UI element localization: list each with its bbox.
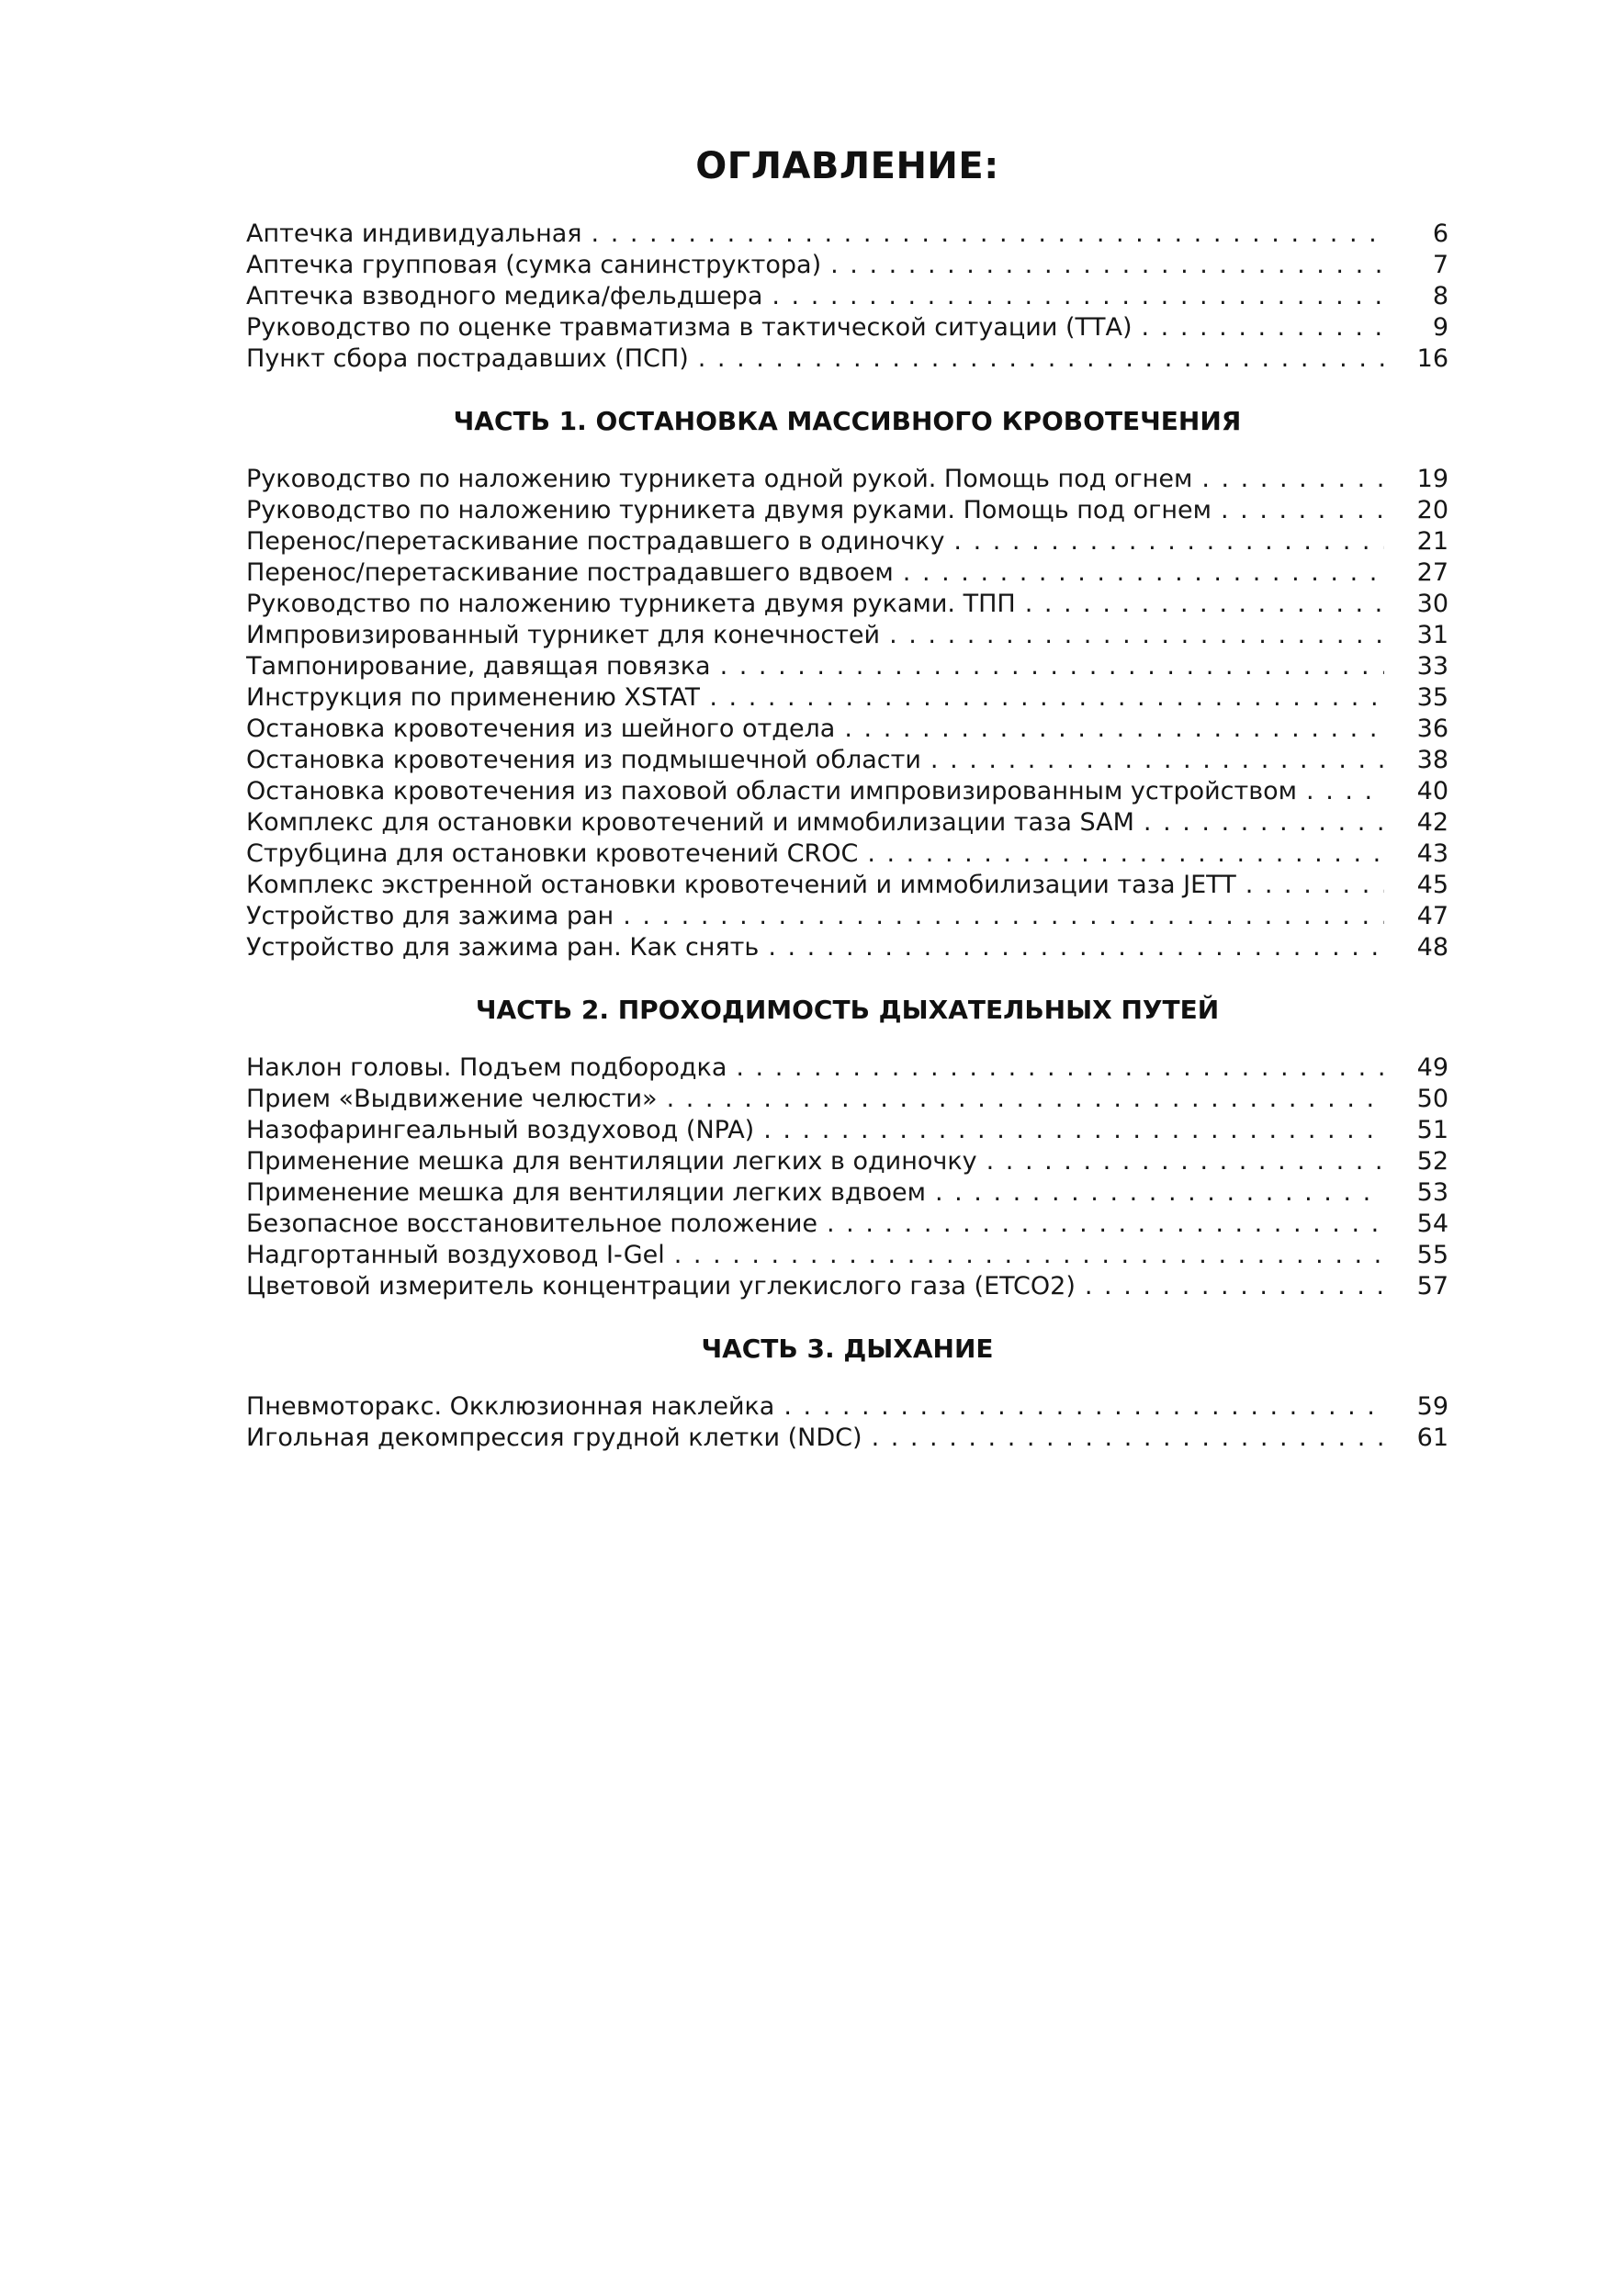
dot-leader: [1025, 589, 1384, 620]
toc-entry-page: 50: [1416, 1085, 1448, 1113]
dot-leader: [953, 526, 1384, 557]
toc-entry-title: Руководство по наложению турникета одной рукой. Помощь под огнем: [246, 465, 1193, 493]
toc-entry-title: Руководство по оценке травматизма в тактической ситуации (ТТА): [246, 313, 1133, 342]
toc-entry: [246, 714, 1448, 745]
toc-entry-title: Аптечка взводного медика/фельдшера: [246, 282, 763, 310]
toc-entry-title: Тампонирование, давящая повязка: [246, 652, 711, 681]
toc-entry-title: Комплекс экстренной остановки кровотечений и иммобилизации таза JETT: [246, 871, 1236, 899]
toc-entry: [246, 281, 1448, 312]
dot-leader: [720, 651, 1384, 682]
toc-entry-page: 52: [1416, 1147, 1448, 1176]
toc-entry-page: 61: [1416, 1424, 1448, 1452]
toc-entry-title: Остановка кровотечения из паховой области импровизированным устройством: [246, 777, 1298, 805]
dot-leader: [1201, 464, 1384, 495]
dot-leader: [844, 714, 1384, 745]
toc-entry-page: 47: [1416, 902, 1448, 930]
toc-entry-page: 27: [1416, 558, 1448, 587]
page-title: ОГЛАВЛЕНИЕ:: [695, 145, 999, 187]
toc-entry-title: Безопасное восстановительное положение: [246, 1210, 818, 1238]
toc-entry: [246, 526, 1448, 557]
toc-entry: [246, 1115, 1448, 1146]
toc-entry-page: 53: [1416, 1178, 1448, 1207]
toc-entry-title: Остановка кровотечения из подмышечной области: [246, 746, 921, 774]
toc-section-part3: [246, 1334, 1448, 1454]
toc-entry: [246, 1052, 1448, 1084]
toc-entry: [246, 557, 1448, 589]
dot-leader: [772, 281, 1384, 312]
toc-entry-page: 57: [1416, 1272, 1448, 1300]
toc-entry-title: Руководство по наложению турникета двумя руками. Помощь под огнем: [246, 496, 1212, 524]
toc-entry-page: 8: [1432, 282, 1448, 310]
dot-leader: [872, 1423, 1384, 1454]
toc-entry: [246, 932, 1448, 963]
dot-leader: [889, 620, 1384, 651]
toc-entry: [246, 250, 1448, 281]
dot-leader: [698, 343, 1384, 375]
toc-entry-page: 43: [1416, 839, 1448, 868]
dot-leader: [1085, 1271, 1384, 1302]
toc-entry: [246, 807, 1448, 838]
dot-leader: [986, 1146, 1384, 1177]
toc-entry: [246, 464, 1448, 495]
toc-entry-title: Цветовой измеритель концентрации углекислого газа (ETCO2): [246, 1272, 1076, 1300]
dot-leader: [1306, 776, 1384, 807]
toc-entry-page: 19: [1416, 465, 1448, 493]
toc-entry-title: Применение мешка для вентиляции легких вдвоем: [246, 1178, 926, 1207]
toc-entry-page: 35: [1416, 683, 1448, 712]
dot-leader: [592, 219, 1384, 250]
toc-entry-page: 21: [1416, 527, 1448, 556]
toc-entry: [246, 1177, 1448, 1209]
toc-entry-title: Применение мешка для вентиляции легких в одиночку: [246, 1147, 977, 1176]
dot-leader: [867, 838, 1384, 870]
toc-entry-title: Руководство по наложению турникета двумя руками. ТПП: [246, 590, 1016, 618]
dot-leader: [674, 1240, 1384, 1271]
dot-leader: [935, 1177, 1384, 1209]
toc-entry-page: 55: [1416, 1241, 1448, 1269]
toc-entry-title: Комплекс для остановки кровотечений и иммобилизации таза SAM: [246, 808, 1134, 837]
toc-entry-title: Струбцина для остановки кровотечений CROC: [246, 839, 859, 868]
toc-entry-page: 42: [1416, 808, 1448, 837]
toc-section-heading: ЧАСТЬ 2. ПРОХОДИМОСТЬ ДЫХАТЕЛЬНЫХ ПУТЕЙ: [475, 995, 1220, 1025]
toc-entry-title: Устройство для зажима ран. Как снять: [246, 933, 760, 962]
toc-entry-title: Назофарингеальный воздуховод (NPA): [246, 1116, 755, 1144]
dot-leader: [763, 1115, 1384, 1146]
toc-entry: [246, 838, 1448, 870]
toc-section-heading: ЧАСТЬ 1. ОСТАНОВКА МАССИВНОГО КРОВОТЕЧЕНИЯ: [453, 406, 1242, 436]
dot-leader: [930, 745, 1384, 776]
dot-leader: [623, 901, 1384, 932]
toc-entry-title: Инструкция по применению XSTAT: [246, 683, 701, 712]
toc-entry: [246, 620, 1448, 651]
dot-leader: [768, 932, 1384, 963]
toc-entry-page: 48: [1416, 933, 1448, 962]
toc-entry-title: Надгортанный воздуховод I-Gel: [246, 1241, 665, 1269]
toc-entry-title: Аптечка индивидуальная: [246, 219, 582, 248]
toc-entry: [246, 1423, 1448, 1454]
toc-intro-list: [246, 219, 1448, 375]
toc-entry: [246, 1146, 1448, 1177]
toc-entry: [246, 745, 1448, 776]
dot-leader: [1245, 870, 1384, 901]
toc-entry-page: 16: [1416, 344, 1448, 373]
toc-entry-title: Пункт сбора пострадавших (ПСП): [246, 344, 689, 373]
toc-entry-page: 33: [1416, 652, 1448, 681]
toc-entry: [246, 1240, 1448, 1271]
toc-entry-page: 38: [1416, 746, 1448, 774]
dot-leader: [736, 1052, 1384, 1084]
toc-entry-page: 59: [1416, 1392, 1448, 1421]
toc-entry-title: Остановка кровотечения из шейного отдела: [246, 715, 836, 743]
toc-entry-title: Игольная декомпрессия грудной клетки (NDC): [246, 1424, 862, 1452]
dot-leader: [783, 1391, 1384, 1423]
dot-leader: [830, 250, 1384, 281]
toc-entry: [246, 651, 1448, 682]
dot-leader: [1142, 312, 1385, 343]
toc-section-heading: ЧАСТЬ 3. ДЫХАНИЕ: [701, 1334, 994, 1364]
dot-leader: [827, 1209, 1384, 1240]
table-of-contents: [246, 219, 1448, 1454]
toc-entry-title: Перенос/перетаскивание пострадавшего вдвоем: [246, 558, 894, 587]
toc-entry-page: 30: [1416, 590, 1448, 618]
toc-entry: [246, 682, 1448, 714]
dot-leader: [667, 1084, 1384, 1115]
toc-entry: [246, 776, 1448, 807]
toc-entry-title: Перенос/перетаскивание пострадавшего в одиночку: [246, 527, 945, 556]
toc-entry: [246, 343, 1448, 375]
toc-entry-page: 31: [1416, 621, 1448, 649]
toc-entry-page: 7: [1432, 251, 1448, 279]
toc-entry-title: Импровизированный турникет для конечностей: [246, 621, 881, 649]
toc-entry-page: 54: [1416, 1210, 1448, 1238]
dot-leader: [709, 682, 1384, 714]
toc-entry: [246, 870, 1448, 901]
toc-entry-title: Наклон головы. Подъем подбородка: [246, 1053, 727, 1082]
toc-entry-page: 49: [1416, 1053, 1448, 1082]
toc-entry-page: 9: [1432, 313, 1448, 342]
toc-section-part1: [246, 406, 1448, 963]
toc-entry: [246, 495, 1448, 526]
toc-entry: [246, 219, 1448, 250]
toc-entry-title: Устройство для зажима ран: [246, 902, 614, 930]
toc-entry-page: 6: [1432, 219, 1448, 248]
toc-entry-page: 20: [1416, 496, 1448, 524]
toc-entry-title: Пневмоторакс. Окклюзионная наклейка: [246, 1392, 775, 1421]
toc-entry: [246, 1209, 1448, 1240]
toc-entry-page: 36: [1416, 715, 1448, 743]
toc-entry-page: 40: [1416, 777, 1448, 805]
toc-entry: [246, 1084, 1448, 1115]
toc-entry-page: 45: [1416, 871, 1448, 899]
toc-entry-title: Прием «Выдвижение челюсти»: [246, 1085, 658, 1113]
dot-leader: [903, 557, 1384, 589]
toc-entry-page: 51: [1416, 1116, 1448, 1144]
dot-leader: [1144, 807, 1384, 838]
toc-section-part2: [246, 995, 1448, 1302]
toc-entry: [246, 312, 1448, 343]
toc-entry-title: Аптечка групповая (сумка санинструктора): [246, 251, 822, 279]
dot-leader: [1221, 495, 1384, 526]
toc-entry: [246, 901, 1448, 932]
toc-entry: [246, 1391, 1448, 1423]
toc-entry: [246, 589, 1448, 620]
toc-entry: [246, 1271, 1448, 1302]
